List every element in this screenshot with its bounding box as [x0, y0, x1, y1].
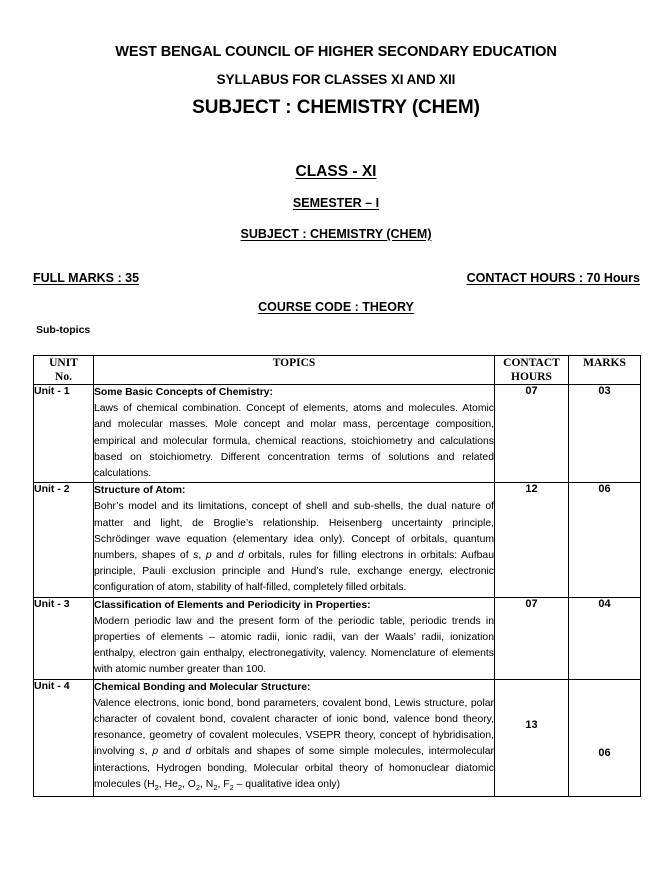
semester-heading: SEMESTER – I — [292, 196, 380, 210]
syllabus-subtitle: SYLLABUS FOR CLASSES XI AND XII — [216, 72, 456, 87]
unit-cell: Unit - 3 — [34, 597, 94, 679]
unit-cell: Unit - 2 — [34, 483, 94, 597]
marks-cell: 06 — [569, 679, 641, 797]
topic-cell — [94, 597, 495, 679]
contact-hours-cell: 07 — [495, 385, 569, 483]
full-marks-label: FULL MARKS : 35 — [33, 271, 140, 285]
contact-hours-cell: 07 — [495, 597, 569, 679]
course-code-heading: COURSE CODE : THEORY — [258, 300, 414, 314]
column-header-unit: UNIT No. — [34, 356, 94, 385]
topic-cell — [94, 385, 495, 483]
table-row — [34, 385, 641, 483]
topic-cell — [94, 483, 495, 597]
syllabus-table-wrapper — [33, 355, 640, 797]
contact-hours-cell: 12 — [495, 483, 569, 597]
marks-cell: 03 — [569, 385, 641, 483]
unit-cell: Unit - 1 — [34, 385, 94, 483]
topic-body: Valence electrons, ionic bond, bond parameters, covalent bond, Lewis structure, polar character of covalent bond, covalent character of ionic bond, valence bond theory, resonance, geometry of covalent molecules, VSEPR theory, concept of hybridisation, involving s, p and d orbitals and shapes of some simple molecules, intermolecular interactions, Hydrogen bonding, Molecular orbital theory of homonuclear diatomic molecules ($H_2$, $He_2$, $O_2$, $N_2$, $F_2$ – qualitative idea only) — [94, 697, 494, 792]
topic-body: Modern periodic law and the present form of the periodic table, periodic trends in properties of elements – atomic radii, ionic radii, van der Waals’ radii, ionization enthalpy, electron gain enthalpy, electronegativity, valency. Nomenclature of elements with atomic number greater than 100. — [94, 615, 494, 676]
topic-title: Some Basic Concepts of Chemistry: — [94, 387, 273, 398]
topic-body: Laws of chemical combination. Concept of elements, atoms and molecules. Atomic and molecular masses. Mole concept and molar mass, percentage composition, empirical and molecular formula, chemical reactions, stoichiometry and calculations based on stoichiometry. Different concentration terms of solutions and related calculations. — [94, 403, 494, 480]
table-row — [34, 597, 641, 679]
table-row — [34, 679, 641, 797]
subject-heading: SUBJECT : CHEMISTRY (CHEM) — [240, 227, 432, 241]
marks-hours-row — [33, 271, 640, 285]
marks-cell: 06 — [569, 483, 641, 597]
topic-title: Structure of Atom: — [94, 485, 186, 497]
column-header-marks: MARKS — [569, 356, 641, 385]
topic-cell — [94, 679, 495, 797]
table-row — [34, 483, 641, 597]
column-header-contact-hours: CONTACT HOURS — [495, 356, 569, 385]
class-heading: CLASS - XI — [295, 163, 377, 180]
syllabus-table — [33, 355, 641, 797]
contact-hours-label: CONTACT HOURS : 70 Hours — [466, 271, 640, 285]
subtopics-label: Sub-topics — [36, 324, 91, 336]
unit-cell: Unit - 4 — [34, 679, 94, 797]
subject-title: SUBJECT : CHEMISTRY (CHEM) — [192, 97, 480, 118]
table-header-row — [34, 356, 641, 385]
column-header-topics: TOPICS — [94, 356, 495, 385]
contact-hours-cell: 13 — [495, 679, 569, 797]
topic-body: Bohr’s model and its limitations, concept of shell and sub-shells, the dual nature of matter and light, de Broglie’s relationship. Heisenberg uncertainty principle, Schrödinger wave equation (elementary idea only). Concept of orbitals, quantum numbers, shapes of s, p and d orbitals, rules for filling electrons in orbitals: Aufbau principle, Pauli exclusion principle and Hund’s rule, exchange energy, electronic configuration of atom, stability of half-filled, completely filled orbitals. — [94, 501, 494, 594]
topic-title: Chemical Bonding and Molecular Structure: — [94, 681, 311, 693]
topic-title: Classification of Elements and Periodicity in Properties: — [94, 599, 371, 611]
council-title: WEST BENGAL COUNCIL OF HIGHER SECONDARY EDUCATION — [115, 44, 557, 60]
marks-cell: 04 — [569, 597, 641, 679]
